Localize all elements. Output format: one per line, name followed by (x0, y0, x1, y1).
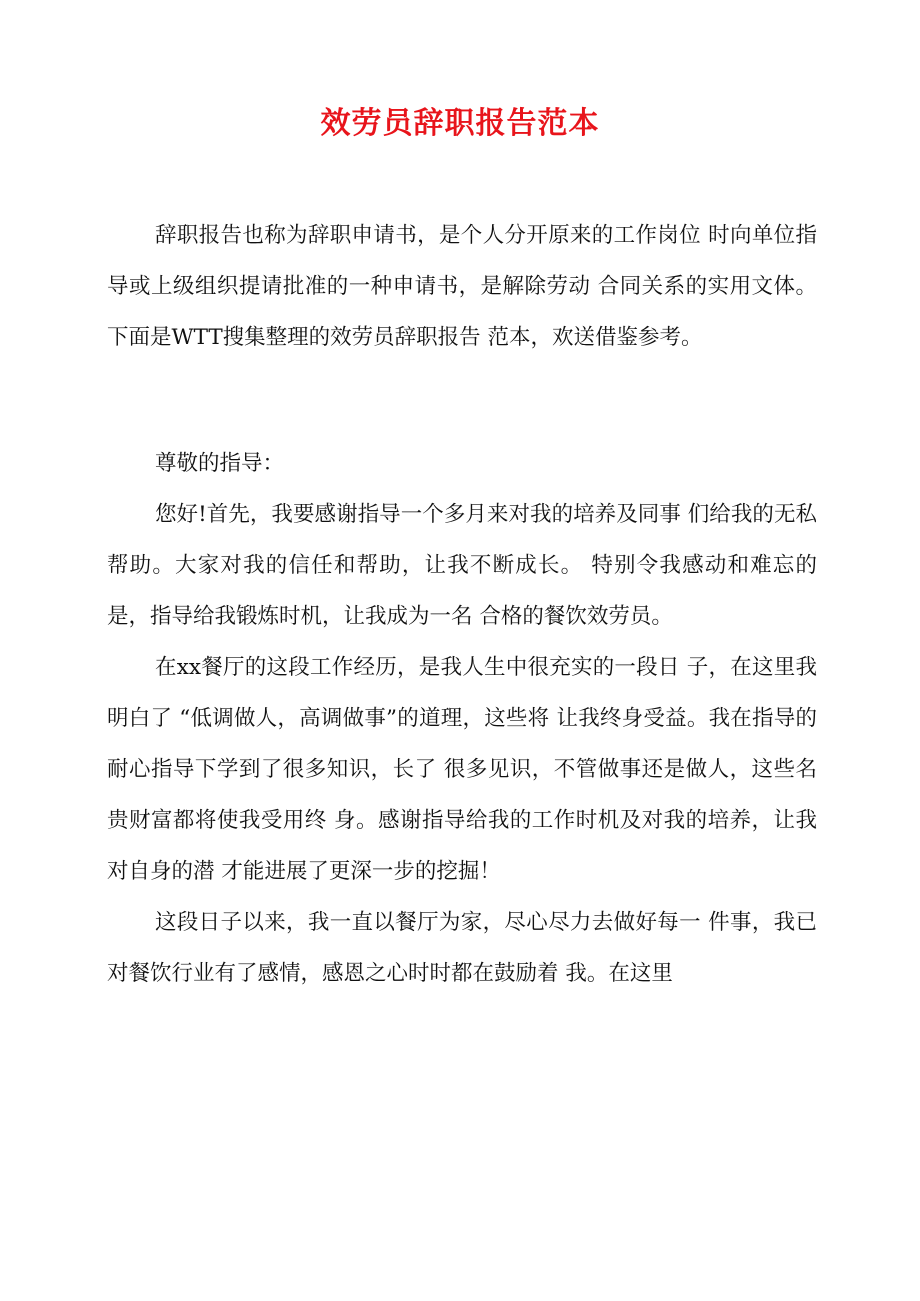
document-body (107, 210, 817, 999)
salutation: 尊敬的指导： (155, 451, 285, 476)
body-paragraph: 这段日子以来，我一直以餐厅为家，尽心尽力去做好每一 件事，我已对餐饮行业有了感情，感恩之心时时都在鼓励着 我。在这里 (107, 910, 817, 986)
body-paragraph: 您好!首先，我要感谢指导一个多月来对我的培养及同事 们给我的无私帮助。大家对我的信任和帮助，让我不断成长。 特别令我感动和难忘的是，指导给我锻炼时机，让我成为一名 合格的餐饮效劳员。 (107, 502, 817, 629)
section-gap (107, 363, 817, 438)
document-title: 效劳员辞职报告范本 (320, 106, 600, 141)
intro-paragraph: 辞职报告也称为辞职申请书，是个人分开原来的工作岗位 时向单位指导或上级组织提请批准的一种申请书，是解除劳动 合同关系的实用文体。下面是WTT搜集整理的效劳员辞职报告 范本，欢送借鉴参考。 (107, 223, 817, 350)
body-paragraph: 在xx餐厅的这段工作经历，是我人生中很充实的一段日 子，在这里我明白了 “低调做人，高调做事”的道理，这些将 让我终身受益。我在指导的耐心指导下学到了很多知识，长了 很多见识，不管做事还是做人，这些名贵财富都将使我受用终 身。感谢指导给我的工作时机及对我的培养，让我对自身的潜 才能进展了更深一步的挖掘！ (107, 655, 817, 884)
